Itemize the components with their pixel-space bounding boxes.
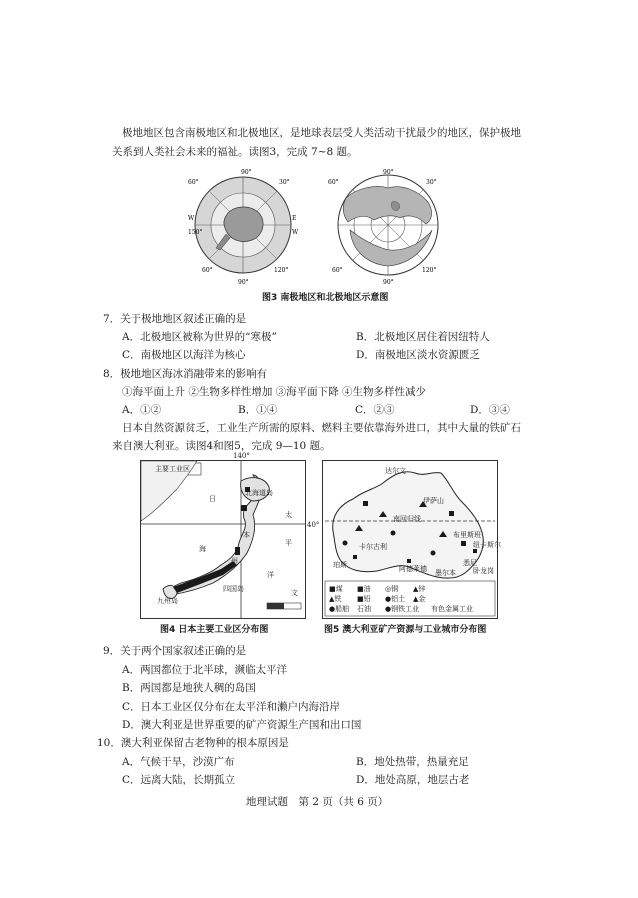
q10-option-b: B．地处热带，热量充足 [356,756,469,768]
q10-option-c: C．远离大陆，长期孤立 [122,774,236,786]
fig4-legend: 主要工业区 [155,465,190,473]
svg-text:90°: 90° [383,279,394,286]
svg-text:W: W [292,229,299,236]
fig5-caption: 图5 澳大利亚矿产资源与工业城市分布图 [324,625,487,635]
fig4-caption: 图4 日本主要工业区分布图 [160,625,269,635]
q10-stem: 10．澳大利亚保留古老物种的根本原因是 [97,737,289,749]
fig3-caption: 图3 南极地区和北极地区示意图 [262,293,389,303]
fig4-lat: 40° [307,521,320,529]
q7-stem: 7．关于极地地区叙述正确的是 [103,313,247,325]
q8-option-a: A．①② [122,404,162,416]
svg-text:W: W [188,215,195,222]
q10-option-d: D．地处高原，地层古老 [356,774,470,786]
north-polar-map [338,175,438,275]
svg-text:90°: 90° [383,169,394,176]
svg-text:90°: 90° [238,279,249,286]
svg-text:E: E [292,215,297,222]
fig5-australia-map: 达尔文 南回归线 布里斯班 悉尼 墨尔本 珀斯 阿德莱德 卡尔古利 伊萨山 纽卡斯尔 卧龙岗 ■煤 ■油 ◎铜 ▲锌 ▲铁 ■铅 ●铝土 ▲金 ●船舶 石油 ●钢铁工业 有色金属工业 [322,460,498,619]
q8-option-c: C．②③ [355,404,395,416]
intro1-line2: 关系到人类社会未来的福祉。读图3，完成 7~8 题。 [112,146,358,158]
svg-text:60°: 60° [188,179,199,186]
svg-text:60°: 60° [202,267,213,274]
q10-option-a: A．气候干旱，沙漠广布 [122,756,235,768]
svg-text:30°: 30° [279,179,290,186]
intro2-line1: 日本自然资源贫乏，工业生产所需的原料、燃料主要依靠海外进口，其中大量的铁矿石 [122,422,521,434]
south-polar-map [195,177,291,273]
intro1-line1: 极地地区包含南极地区和北极地区，是地球表层受人类活动干扰最少的地区，保护极地 [122,127,521,139]
s-label-top: 90° [241,169,252,176]
svg-text:30°: 30° [426,179,437,186]
q9-stem: 9．关于两个国家叙述正确的是 [103,645,247,657]
svg-text:120°: 120° [274,267,289,274]
svg-text:150°: 150° [188,229,203,236]
svg-text:60°: 60° [328,179,339,186]
q9-option-d: D．澳大利亚是世界重要的矿产资源生产国和出口国 [122,719,362,731]
svg-text:120°: 120° [422,267,437,274]
q7-option-d: D．南极地区淡水资源匮乏 [356,349,480,361]
fig3-polar-maps [186,168,486,288]
intro2-line2: 来自澳大利亚。读图4和图5，完成 9—10 题。 [112,440,331,452]
q7-option-c: C．南极地区以海洋为核心 [122,349,246,361]
q8-option-d: D．③④ [470,404,510,416]
q9-option-c: C．日本工业区仅分布在太平洋和濑户内海沿岸 [122,701,341,713]
q8-items: ①海平面上升 ②生物多样性增加 ③海平面下降 ④生物多样性减少 [122,386,427,398]
q8-option-b: B．①④ [238,404,278,416]
fig4-japan-map: 主要工业区 140° 40° 日 北海道岛 本 太 海 平 洋 州 九州岛 四国岛 文 [140,460,306,619]
page-footer: 地理试题 第 2 页（共 6 页） [246,796,389,808]
q8-stem: 8．极地地区海冰消融带来的影响有 [103,368,268,380]
q7-option-b: B．北极地区居住着因纽特人 [356,331,490,343]
q9-option-b: B．两国都是地狭人稠的岛国 [122,682,256,694]
q7-option-a: A．北极地区被称为世界的“寒极” [122,331,277,343]
svg-text:60°: 60° [332,267,343,274]
q9-option-a: A．两国都位于北半球，濒临太平洋 [122,664,288,676]
fig4-lon: 140° [233,452,250,460]
